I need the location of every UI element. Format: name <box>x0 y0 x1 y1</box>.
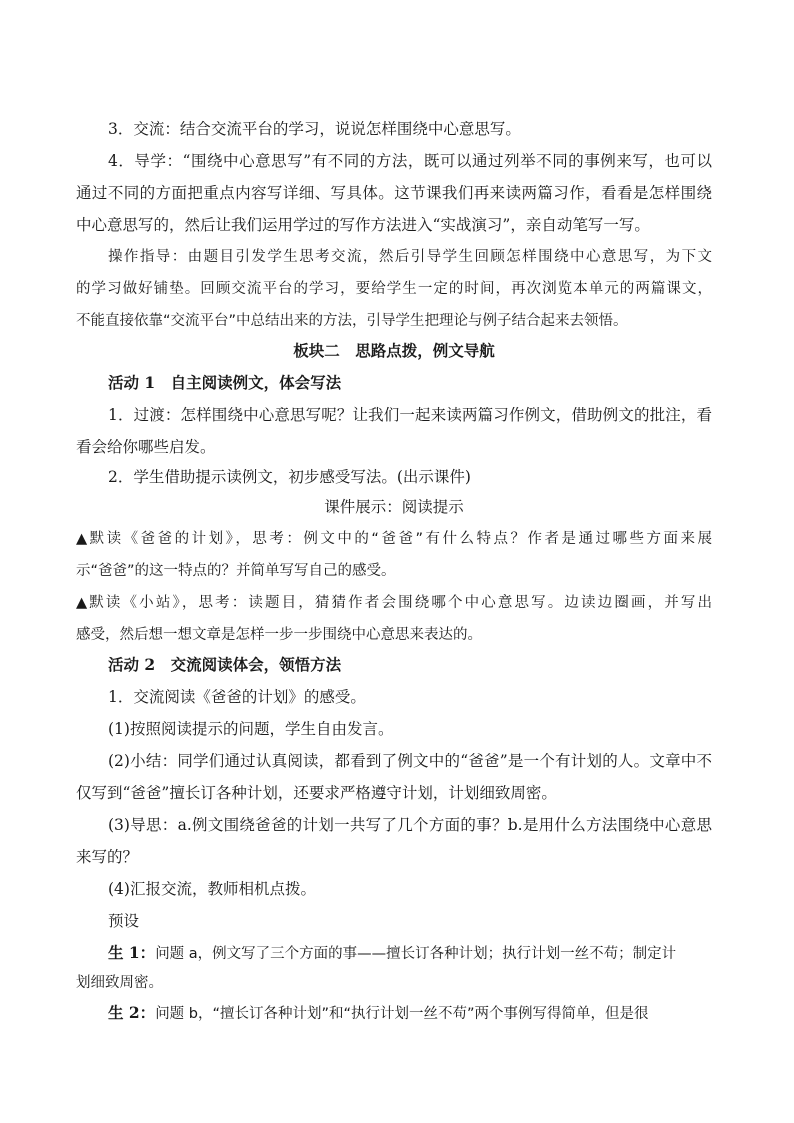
student-answer-line <box>108 1002 712 1025</box>
paragraph-line: (2)小结：同学们通过认真阅读，都看到了例文中的“爸爸”是一个有计划的人。文章中不 <box>108 752 712 770</box>
reading-tip-line: ▲默读《小站》，思考：读题目，猜猜作者会围绕哪个中心意思写。边读边圈画，并写出 <box>76 595 712 611</box>
preset-label: 预设 <box>108 912 140 930</box>
paragraph-line: 1．交流阅读《爸爸的计划》的感受。 <box>108 688 366 706</box>
guidance-line: 操作指导：由题目引发学生思考交流，然后引导学生回顾怎样围绕中心意思写，为下文 <box>108 249 712 265</box>
guidance-line: 不能直接依靠“交流平台”中总结出来的方法，引导学生把理论与例子结合起来去领悟。 <box>76 313 628 329</box>
student-answer-text: 问题 b，“擅长订各种计划”和“执行计划一丝不苟”两个事例写得简单，但是很 <box>155 1006 649 1022</box>
student-answer-line <box>108 942 712 965</box>
paragraph-line: 来写的？ <box>76 848 139 866</box>
activity-heading: 活动 2 交流阅读体会，领悟方法 <box>108 655 342 674</box>
reading-tip-line: 示“爸爸”的这一特点的？并简单写写自己的感受。 <box>76 563 396 579</box>
paragraph-line: (1)按照阅读提示的问题，学生自由发言。 <box>108 720 394 738</box>
courseware-title: 课件展示：阅读提示 <box>324 498 464 516</box>
paragraph-line: 1．过渡：怎样围绕中心意思写呢？让我们一起来读两篇习作例文，借助例文的批注，看 <box>108 406 712 424</box>
activity-heading: 活动 1 自主阅读例文，体会写法 <box>108 373 342 392</box>
paragraph-line: 通过不同的方面把重点内容写详细、写具体。这节课我们再来读两篇习作，看看是怎样围绕 <box>76 184 712 202</box>
reading-tip-line: ▲默读《爸爸的计划》，思考：例文中的“爸爸”有什么特点？作者是通过哪些方面来展 <box>76 531 712 547</box>
paragraph-line: 2．学生借助提示读例文，初步感受写法。(出示课件) <box>108 468 471 486</box>
student-answer-text: 问题 a，例文写了三个方面的事——擅长订各种计划；执行计划一丝不苟；制定计 <box>155 946 677 962</box>
reading-tip-line: 感受，然后想一想文章是怎样一步一步围绕中心意思来表达的。 <box>76 627 482 643</box>
paragraph-line: 看会给你哪些启发。 <box>76 438 216 456</box>
student-label: 生 2： <box>108 1003 156 1022</box>
guidance-line: 的学习做好铺垫。回顾交流平台的学习，要给学生一定的时间，再次浏览本单元的两篇课文， <box>76 281 712 297</box>
section-heading: 板块二 思路点拨，例文导航 <box>293 341 495 360</box>
paragraph-line: 4．导学：“围绕中心意思写”有不同的方法，既可以通过列举不同的事例来写，也可以 <box>108 152 712 170</box>
student-label: 生 1： <box>108 943 156 962</box>
student-answer-line: 划细致周密。 <box>76 975 163 991</box>
paragraph-line: 中心意思写的，然后让我们运用学过的写作方法进入“实战演习”，亲自动笔写一写。 <box>76 216 650 234</box>
paragraph-line: 仅写到“爸爸”擅长订各种计划，还要求严格遵守计划，计划细致周密。 <box>76 784 557 802</box>
paragraph-line: (3)导思：a.例文围绕爸爸的计划一共写了几个方面的事？b.是用什么方法围绕中心意思 <box>108 816 712 834</box>
paragraph-line: (4)汇报交流，教师相机点拨。 <box>108 880 316 898</box>
paragraph-line: 3．交流：结合交流平台的学习，说说怎样围绕中心意思写。 <box>108 120 521 138</box>
